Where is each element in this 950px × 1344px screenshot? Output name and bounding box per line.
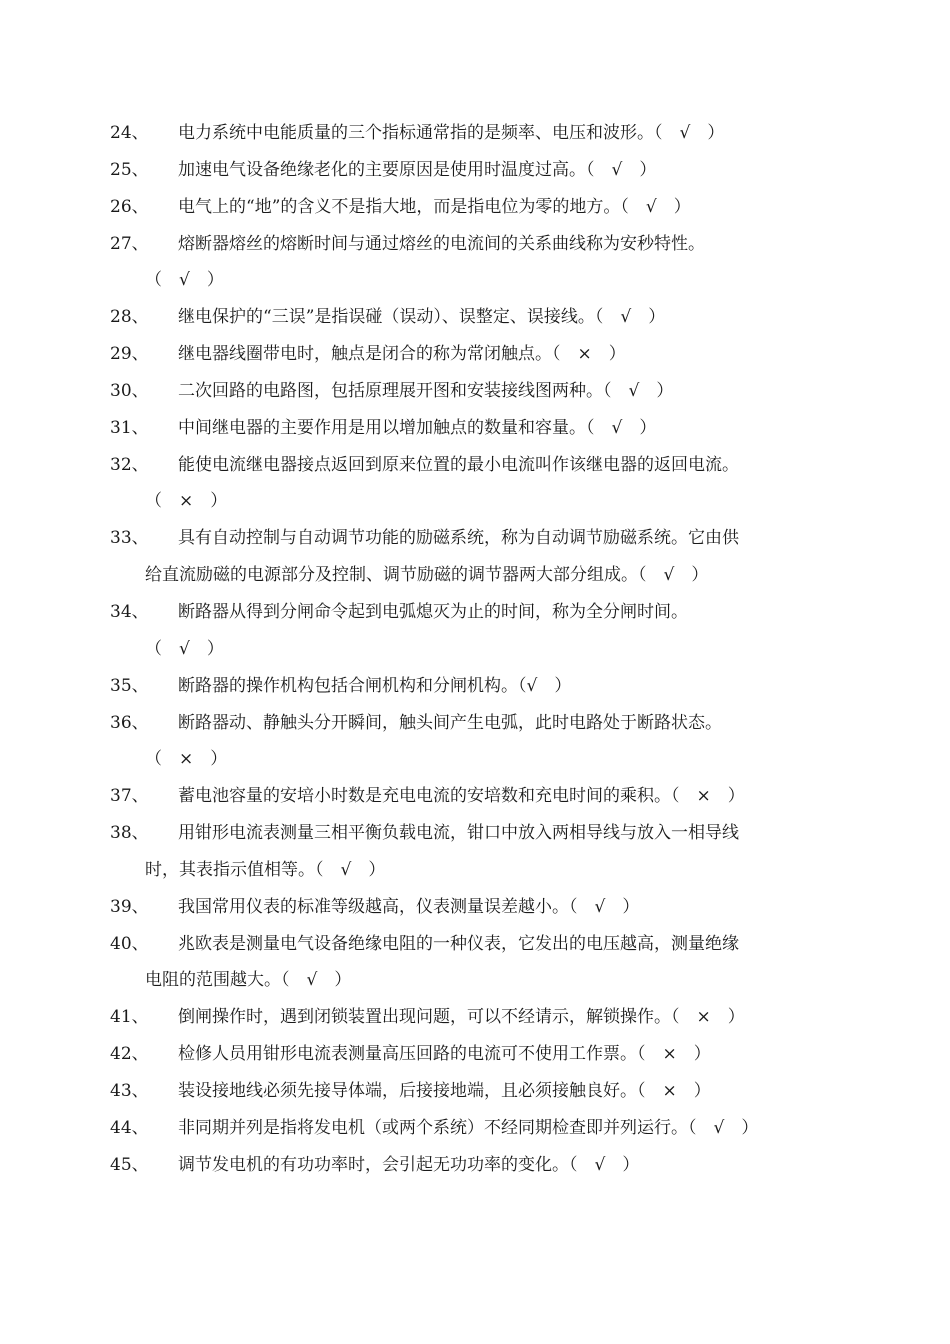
question-text: 二次回路的电路图，包括原理展开图和安装接线图两种。（ √ ） — [178, 380, 674, 401]
question-row — [0, 1150, 950, 1187]
question-text: 熔断器熔丝的熔断时间与通过熔丝的电流间的关系曲线称为安秒特性。 — [178, 233, 705, 254]
question-text: 中间继电器的主要作用是用以增加触点的数量和容量。（ √ ） — [178, 417, 657, 438]
question-row — [0, 192, 950, 229]
question-number: 29、 — [110, 344, 149, 365]
question-row — [0, 781, 950, 818]
question-continuation-row — [0, 486, 950, 523]
question-row — [0, 1002, 950, 1039]
question-text: （ √ ） — [145, 270, 224, 291]
question-text: 继电保护的“三误”是指误碰（误动）、误整定、误接线。（ √ ） — [178, 307, 666, 328]
question-number: 31、 — [110, 417, 149, 438]
question-number: 28、 — [110, 307, 149, 328]
question-number: 27、 — [110, 233, 149, 254]
question-text: 继电器线圈带电时，触点是闭合的称为常闭触点。（ × ） — [178, 344, 626, 365]
question-number: 39、 — [110, 896, 149, 917]
question-row — [0, 229, 950, 266]
question-row — [0, 523, 950, 560]
question-text: 我国常用仪表的标准等级越高，仪表测量误差越小。（ √ ） — [178, 896, 640, 917]
question-number: 40、 — [110, 933, 149, 954]
question-row — [0, 413, 950, 450]
question-row — [0, 671, 950, 708]
question-row — [0, 818, 950, 855]
question-number: 24、 — [110, 123, 149, 143]
question-text: 断路器从得到分闸命令起到电弧熄灭为止的时间，称为全分闸时间。 — [178, 601, 688, 622]
question-number: 25、 — [110, 159, 149, 180]
question-number: 41、 — [110, 1007, 149, 1028]
question-text: 电阻的范围越大。（ √ ） — [145, 970, 352, 991]
question-text: 断路器的操作机构包括合闸机构和分闸机构。（√ ） — [178, 675, 572, 696]
question-text: （ × ） — [145, 749, 228, 770]
question-text: 电力系统中电能质量的三个指标通常指的是频率、电压和波形。（ √ ） — [178, 123, 725, 143]
question-text: 用钳形电流表测量三相平衡负载电流，钳口中放入两相导线与放入一相导线 — [178, 823, 739, 844]
question-row — [0, 1113, 950, 1150]
question-row — [0, 302, 950, 339]
question-row — [0, 1076, 950, 1113]
question-row — [0, 376, 950, 413]
question-text: 具有自动控制与自动调节功能的励磁系统，称为自动调节励磁系统。它由供 — [178, 528, 739, 549]
question-text: 倒闸操作时，遇到闭锁装置出现问题，可以不经请示，解锁操作。（ × ） — [178, 1007, 745, 1028]
question-continuation-row — [0, 965, 950, 1002]
question-continuation-row — [0, 744, 950, 781]
question-number: 42、 — [110, 1044, 149, 1065]
question-number: 34、 — [110, 601, 149, 622]
question-number: 30、 — [110, 380, 149, 401]
question-text: 装设接地线必须先接导体端，后接接地端，且必须接触良好。（ × ） — [178, 1080, 711, 1101]
question-continuation-row — [0, 855, 950, 892]
question-continuation-row — [0, 560, 950, 597]
question-number: 37、 — [110, 786, 149, 807]
question-row — [0, 155, 950, 192]
question-number: 36、 — [110, 712, 149, 733]
question-number: 32、 — [110, 454, 149, 475]
question-text: 兆欧表是测量电气设备绝缘电阻的一种仪表，它发出的电压越高，测量绝缘 — [178, 933, 739, 954]
question-number: 38、 — [110, 823, 149, 844]
question-number: 35、 — [110, 675, 149, 696]
question-text: （ × ） — [145, 491, 228, 512]
question-row — [0, 339, 950, 376]
question-row — [0, 118, 950, 155]
question-number: 45、 — [110, 1154, 149, 1175]
question-row — [0, 892, 950, 929]
question-list — [0, 118, 950, 1186]
question-text: 蓄电池容量的安培小时数是充电电流的安培数和充电时间的乘积。（ × ） — [178, 786, 745, 807]
question-number: 33、 — [110, 528, 149, 549]
question-text: 电气上的“地”的含义不是指大地，而是指电位为零的地方。（ √ ） — [178, 196, 691, 217]
question-text: 检修人员用钳形电流表测量高压回路的电流可不使用工作票。（ × ） — [178, 1044, 711, 1065]
question-continuation-row — [0, 634, 950, 671]
question-row — [0, 1039, 950, 1076]
question-text: 调节发电机的有功功率时，会引起无功功率的变化。（ √ ） — [178, 1154, 640, 1175]
question-text: 断路器动、静触头分开瞬间，触头间产生电弧，此时电路处于断路状态。 — [178, 712, 722, 733]
question-text: 加速电气设备绝缘老化的主要原因是使用时温度过高。（ √ ） — [178, 159, 657, 180]
question-text: （ √ ） — [145, 638, 224, 659]
question-number: 26、 — [110, 196, 149, 217]
question-row — [0, 929, 950, 966]
question-row — [0, 708, 950, 745]
question-text: 能使电流继电器接点返回到原来位置的最小电流叫作该继电器的返回电流。 — [178, 454, 739, 475]
question-text: 非同期并列是指将发电机（或两个系统）不经同期检查即并列运行。（ √ ） — [178, 1117, 759, 1138]
question-continuation-row — [0, 265, 950, 302]
question-row — [0, 597, 950, 634]
question-number: 43、 — [110, 1080, 149, 1101]
question-text: 给直流励磁的电源部分及控制、调节励磁的调节器两大部分组成。（ √ ） — [145, 565, 709, 586]
question-row — [0, 450, 950, 487]
question-text: 时，其表指示值相等。（ √ ） — [145, 859, 386, 880]
question-number: 44、 — [110, 1117, 149, 1138]
